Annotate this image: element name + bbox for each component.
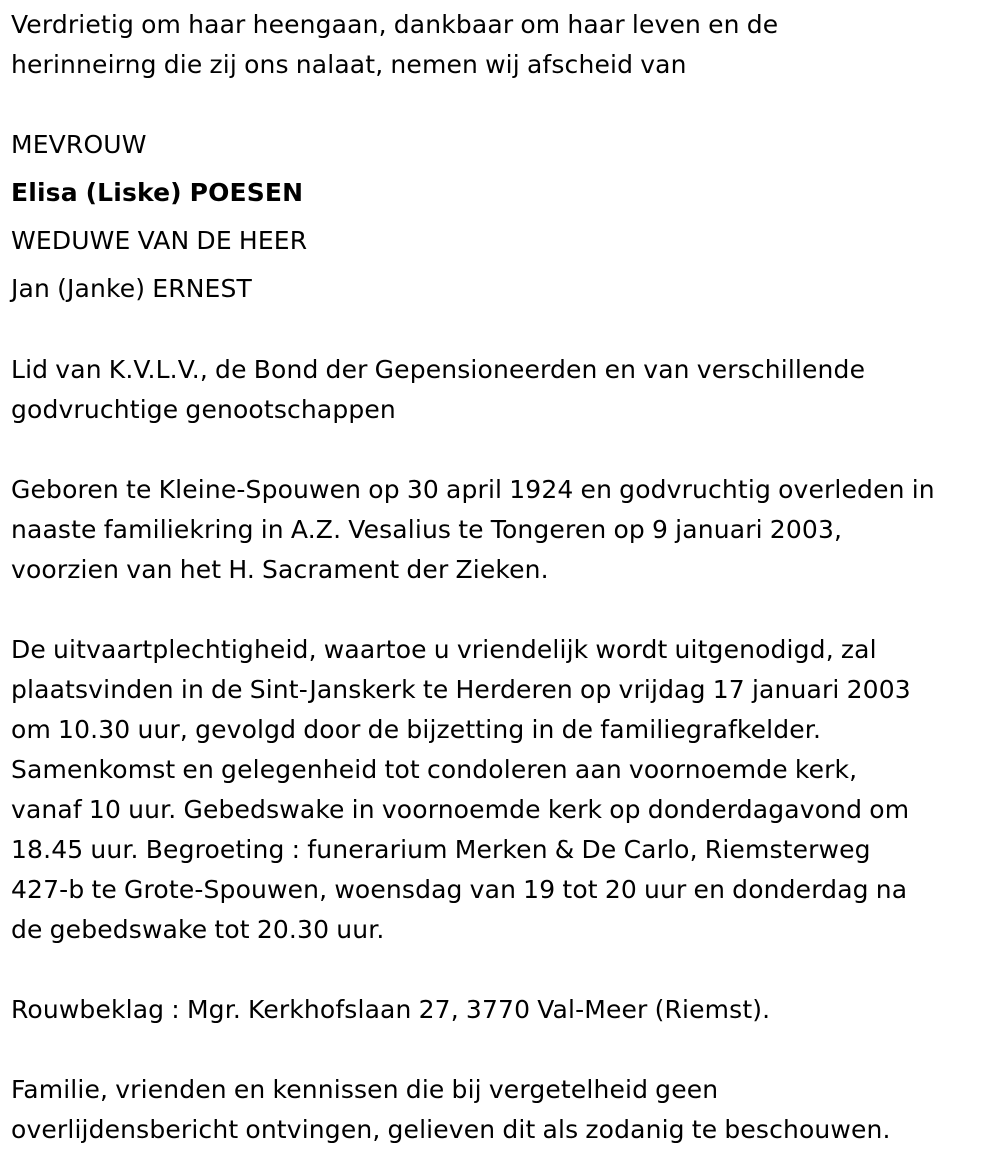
- funeral-line-1: De uitvaartplechtigheid, waartoe u vriendelijk wordt uitgenodigd, zal: [11, 635, 877, 664]
- closing-line-1: Familie, vrienden en kennissen die bij vergetelheid geen: [11, 1075, 719, 1104]
- spouse-name: Jan (Janke) ERNEST: [11, 274, 252, 303]
- funeral-line-3: om 10.30 uur, gevolgd door de bijzetting in de familiegrafkelder.: [11, 715, 822, 744]
- funeral-line-6: 18.45 uur. Begroeting : funerarium Merken & De Carlo, Riemsterweg: [11, 835, 871, 864]
- membership-line-1: Lid van K.V.L.V., de Bond der Gepensioneerden en van verschillende: [11, 355, 866, 384]
- deceased-relation: WEDUWE VAN DE HEER: [11, 226, 308, 255]
- membership-line-2: godvruchtige genootschappen: [11, 395, 396, 424]
- funeral-line-8: de gebedswake tot 20.30 uur.: [11, 915, 385, 944]
- funeral-line-4: Samenkomst en gelegenheid tot condoleren aan voornoemde kerk,: [11, 755, 858, 784]
- deceased-title: MEVROUW: [11, 130, 147, 159]
- funeral-line-7: 427-b te Grote-Spouwen, woensdag van 19 tot 20 uur en donderdag na: [11, 875, 908, 904]
- birth-death-line-2: naaste familiekring in A.Z. Vesalius te Tongeren op 9 januari 2003,: [11, 515, 843, 544]
- condolence-address: Rouwbeklag : Mgr. Kerkhofslaan 27, 3770 Val-Meer (Riemst).: [11, 995, 771, 1024]
- funeral-line-5: vanaf 10 uur. Gebedswake in voornoemde kerk op donderdagavond om: [11, 795, 910, 824]
- birth-death-line-3: voorzien van het H. Sacrament der Zieken.: [11, 555, 549, 584]
- funeral-line-2: plaatsvinden in de Sint-Janskerk te Herderen op vrijdag 17 januari 2003: [11, 675, 911, 704]
- deceased-name: Elisa (Liske) POESEN: [11, 178, 304, 207]
- closing-line-2: overlijdensbericht ontvingen, gelieven dit als zodanig te beschouwen.: [11, 1115, 891, 1144]
- intro-line-1: Verdrietig om haar heengaan, dankbaar om haar leven en de: [11, 10, 779, 39]
- birth-death-line-1: Geboren te Kleine-Spouwen op 30 april 1924 en godvruchtig overleden in: [11, 475, 935, 504]
- intro-line-2: herinneirng die zij ons nalaat, nemen wij afscheid van: [11, 50, 687, 79]
